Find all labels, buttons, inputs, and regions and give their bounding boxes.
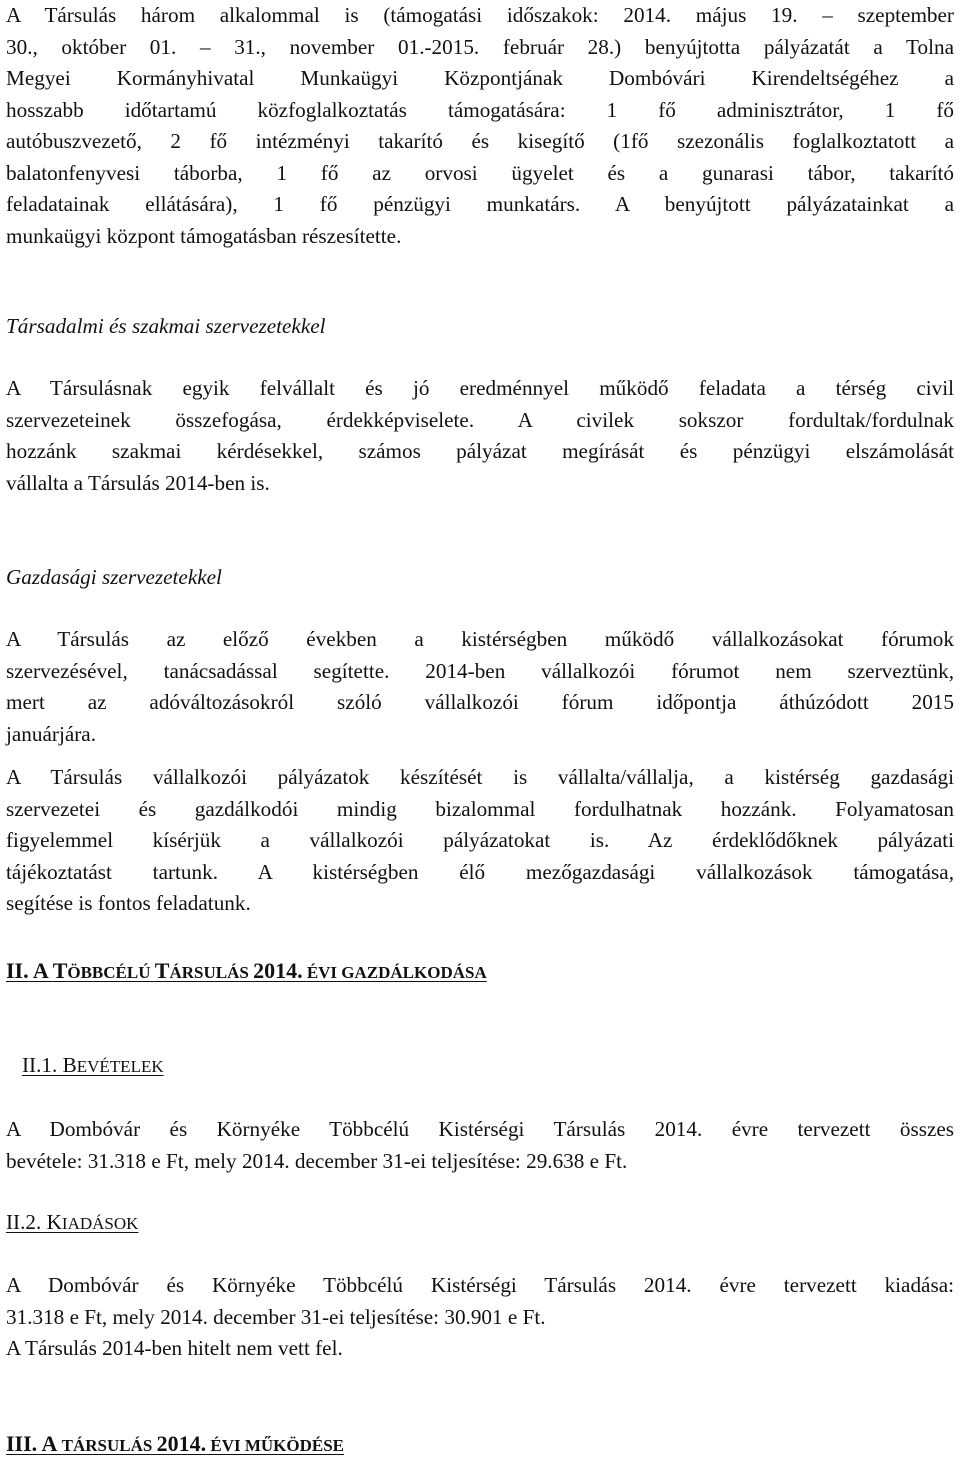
subsection-number: II.2.	[6, 1210, 42, 1234]
text-line: balatonfenyvesi táborba, 1 fő az orvosi ügyelet és a gunarasi tábor, takarító	[6, 160, 954, 185]
text-line: hozzánk szakmai kérdésekkel, számos pályázat megírását és pénzügyi elszámolását	[6, 439, 954, 463]
heading-economic-organizations: Gazdasági szervezetekkel	[6, 565, 222, 589]
text-line: autóbuszvezető, 2 fő intézményi takarító és kisegítő (1fő szezonális foglalkoztatott a	[6, 129, 954, 153]
paragraph-business-applications	[6, 762, 954, 920]
heading-part: ÁRSULÁS	[169, 963, 254, 982]
paragraph-expenses	[6, 1270, 954, 1365]
text-line: A Társulás 2014-ben hitelt nem vett fel.	[6, 1336, 343, 1360]
section-heading-3-text	[6, 1431, 344, 1456]
section-title	[37, 1431, 344, 1456]
subsection-title: IADÁSOK	[61, 1214, 139, 1233]
heading-part: 2014.	[156, 1431, 207, 1456]
paragraph-economic-forums	[6, 624, 954, 750]
text-line: A Társulás három alkalommal is (támogatási időszakok: 2014. május 19. – szeptember	[6, 3, 954, 27]
text-line: segítése is fontos feladatunk.	[6, 891, 251, 915]
heading-part: 2014.	[253, 958, 303, 983]
section-number: II.	[6, 958, 29, 983]
heading-part: VI MŰKÖDÉSE	[221, 1436, 345, 1455]
section-heading-2	[6, 955, 954, 989]
heading-part: TÁRSULÁS	[61, 1436, 157, 1455]
subsection-heading-revenue	[22, 1050, 922, 1083]
section-number: III.	[6, 1431, 38, 1456]
heading-part: A	[28, 958, 53, 983]
subsection-heading-expenses-text	[6, 1210, 138, 1234]
text-line: A Társulás az előző években a kistérségben működő vállalkozásokat fórumok	[6, 627, 954, 651]
text-line: munkaügyi központ támogatásban részesítette.	[6, 223, 402, 248]
text-line: 30., október 01. – 31., november 01.-2015. február 28.) benyújtotta pályázatát a Tolna	[6, 34, 954, 59]
text-line: feladatainak ellátására), 1 fő pénzügyi munkatárs. A benyújtott pályázatainkat a	[6, 192, 954, 216]
subsection-initial: K	[41, 1210, 62, 1234]
text-line: A Társulás vállalkozói pályázatok készítését is vállalta/vállalja, a kistérség gazdasági	[6, 765, 954, 789]
heading-part: T	[154, 958, 170, 983]
text-line: szervezetei és gazdálkodói mindig bizalommal fordulhatnak hozzánk. Folyamatosan	[6, 796, 954, 821]
text-line: figyelemmel kísérjük a vállalkozói pályázatokat is. Az érdeklődőknek pályázati	[6, 828, 954, 852]
paragraph-revenue	[6, 1114, 954, 1177]
text-line: A Társulásnak egyik felvállalt és jó eredménnyel működő feladata a térség civil	[6, 376, 954, 400]
text-line: A Dombóvár és Környéke Többcélú Kistérségi Társulás 2014. évre tervezett összes	[6, 1117, 954, 1141]
text-line: Megyei Kormányhivatal Munkaügyi Központjának Dombóvári Kirendeltségéhez a	[6, 66, 954, 90]
subsection-title: EVÉTELEK	[76, 1057, 164, 1076]
subsection-heading-revenue-text	[22, 1053, 164, 1077]
paragraph-public-employment	[6, 0, 954, 252]
subsection-initial: B	[57, 1053, 77, 1077]
text-line: tájékoztatást tartunk. A kistérségben élő mezőgazdasági vállalkozások támogatása,	[6, 859, 954, 884]
heading-part: ÖBBCÉLÚ	[67, 963, 155, 982]
text-line: szervezésével, tanácsadással segítette. 2014-ben vállalkozói fórumot nem szerveztünk,	[6, 658, 954, 683]
subsection-number: II.1.	[22, 1053, 58, 1077]
heading-civil-organizations: Társadalmi és szakmai szervezetekkel	[6, 314, 326, 338]
heading-part: ÉVI GAZDÁLKODÁSA	[302, 963, 487, 982]
heading-part: T	[52, 958, 68, 983]
paragraph-civil	[6, 373, 954, 499]
section-heading-2-text	[6, 958, 487, 983]
text-line: szervezeteinek összefogása, érdekképviselete. A civilek sokszor fordultak/fordulnak	[6, 407, 954, 432]
heading-part: A	[37, 1431, 62, 1456]
text-line: mert az adóváltozásokról szóló vállalkozói fórum időpontja áthúzódott 2015	[6, 690, 954, 714]
text-line: januárjára.	[6, 721, 96, 746]
section-heading-3	[6, 1428, 954, 1462]
text-line: hosszabb időtartamú közfoglalkoztatás támogatására: 1 fő adminisztrátor, 1 fő	[6, 97, 954, 122]
text-line: A Dombóvár és Környéke Többcélú Kistérségi Társulás 2014. évre tervezett kiadása:	[6, 1273, 954, 1297]
text-line: vállalta a Társulás 2014-ben is.	[6, 470, 270, 495]
subsection-heading-expenses	[6, 1207, 906, 1240]
text-line: 31.318 e Ft, mely 2014. december 31-ei teljesítése: 30.901 e Ft.	[6, 1304, 546, 1329]
section-title	[29, 958, 487, 983]
heading-part: É	[206, 1436, 222, 1455]
text-line: bevétele: 31.318 e Ft, mely 2014. december 31-ei teljesítése: 29.638 e Ft.	[6, 1148, 628, 1173]
